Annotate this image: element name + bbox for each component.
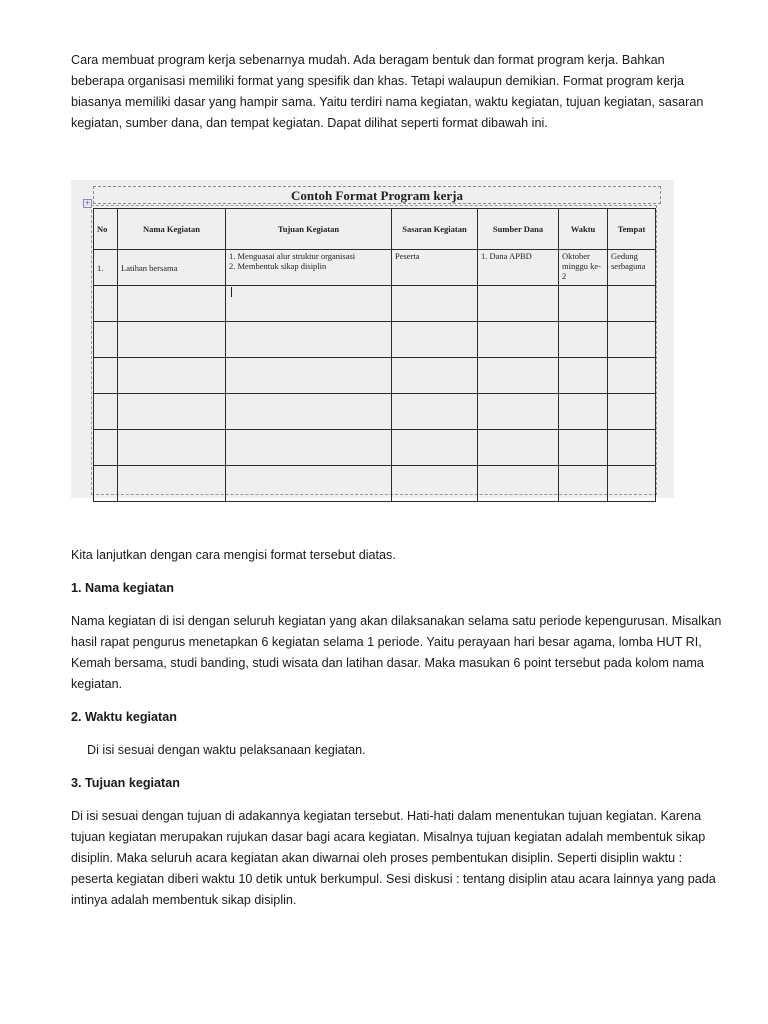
cell-waktu: Oktober minggu ke- 2 [559,250,608,286]
empty-cell [94,322,118,358]
table-row [94,466,656,502]
empty-cell [118,430,226,466]
empty-cell [608,322,656,358]
cell-tujuan [226,250,392,286]
intro-paragraph: Cara membuat program kerja sebenarnya mudah. Ada beragam bentuk dan format program kerja. Bahkan beberapa organisasi memiliki format yang spesifik dan khas. Tetapi walaupun demikian. Format program kerja biasanya memiliki dasar yang hampir sama. Yaitu terdiri nama kegiatan, waktu kegiatan, tujuan kegiatan, sasaran kegiatan, sumber dana, dan tempat kegiatan. Dapat dilihat seperti format dibawah ini. [71,53,704,130]
empty-cell [478,358,559,394]
header-sasaran-kegiatan: Sasaran Kegiatan [392,209,478,250]
cell-nama: Latihan bersama [118,250,226,286]
empty-cell [478,466,559,502]
empty-cell [392,286,478,322]
header-tempat: Tempat [608,209,656,250]
empty-cell [226,322,392,358]
empty-cell [559,466,608,502]
table-row [94,394,656,430]
empty-cell-with-caret [226,286,392,322]
cell-sasaran: Peserta [392,250,478,286]
empty-cell [608,286,656,322]
section-heading-nama-kegiatan: 1. Nama kegiatan [71,581,174,595]
empty-cell [478,322,559,358]
section-text-nama-kegiatan: Nama kegiatan di isi dengan seluruh kegiatan yang akan dilaksanakan selama satu periode kepengurusan. Misalkan hasil rapat pengurus menetapkan 6 kegiatan selama 1 periode. Yaitu perayaan hari besar agama, lomba HUT RI, Kemah bersama, studi banding, studi wisata dan latihan dasar. Maka masukan 6 point tersebut pada kolom nama kegiatan. [71,614,722,691]
table-row [94,322,656,358]
cell-tempat: Gedung serbaguna [608,250,656,286]
section-heading-tujuan-kegiatan: 3. Tujuan kegiatan [71,776,180,790]
empty-cell [118,358,226,394]
empty-cell [478,430,559,466]
cell-sumber: 1. Dana APBD [478,250,559,286]
empty-cell [559,394,608,430]
cell-no: 1. [94,250,118,286]
empty-cell [94,394,118,430]
empty-cell [94,286,118,322]
empty-cell [118,466,226,502]
empty-cell [559,286,608,322]
empty-cell [94,358,118,394]
section-text-tujuan-kegiatan: Di isi sesuai dengan tujuan di adakannya kegiatan tersebut. Hati-hati dalam menentukan tujuan kegiatan. Karena tujuan kegiatan merupakan rujukan dasar bagi acara kegiatan. Misalnya tujuan kegiatan adalah membentuk sikap disiplin. Maka seluruh acara kegiatan akan diwarnai oleh proses pembentukan disiplin. Seperti disiplin waktu : peserta kegiatan diberi waktu 10 detik untuk berkumpul. Sesi diskusi : tentang disiplin atau acara lainnya yang pada intinya adalah membentuk sikap disiplin. [71,809,716,907]
table-header-row [94,209,656,250]
empty-cell [226,430,392,466]
header-no: No [94,209,118,250]
program-table-figure [71,180,674,498]
empty-cell [392,322,478,358]
empty-cell [118,394,226,430]
empty-cell [559,430,608,466]
empty-cell [226,358,392,394]
table-row [94,358,656,394]
empty-cell [226,466,392,502]
empty-cell [226,394,392,430]
figure-title-box [93,186,661,204]
header-sumber-dana: Sumber Dana [478,209,559,250]
empty-cell [559,322,608,358]
empty-cell [392,394,478,430]
cell-tujuan-line-2: 2. Membentuk sikap disiplin [229,261,327,271]
empty-cell [478,394,559,430]
header-tujuan-kegiatan: Tujuan Kegiatan [226,209,392,250]
empty-cell [392,466,478,502]
table-row [94,286,656,322]
instructions-block [71,545,726,923]
empty-cell [392,430,478,466]
empty-cell [608,430,656,466]
empty-cell [118,322,226,358]
table-row [94,430,656,466]
header-nama-kegiatan: Nama Kegiatan [118,209,226,250]
empty-cell [118,286,226,322]
section-heading-waktu-kegiatan: 2. Waktu kegiatan [71,710,177,724]
empty-cell [608,466,656,502]
table-move-handle-icon: + [83,199,92,208]
text-caret [231,287,232,297]
empty-cell [94,430,118,466]
program-kerja-table [93,208,656,502]
intro-block [71,50,721,134]
figure-title: Contoh Format Program kerja [291,188,463,203]
empty-cell [392,358,478,394]
table-row [94,250,656,286]
empty-cell [94,466,118,502]
empty-cell [608,358,656,394]
empty-cell [478,286,559,322]
cell-tujuan-line-1: 1. Menguasai alur struktur organisasi [229,251,356,261]
empty-cell [559,358,608,394]
header-waktu: Waktu [559,209,608,250]
empty-cell [608,394,656,430]
section-text-waktu-kegiatan: Di isi sesuai dengan waktu pelaksanaan kegiatan. [87,743,366,757]
lead-paragraph: Kita lanjutkan dengan cara mengisi format tersebut diatas. [71,548,396,562]
